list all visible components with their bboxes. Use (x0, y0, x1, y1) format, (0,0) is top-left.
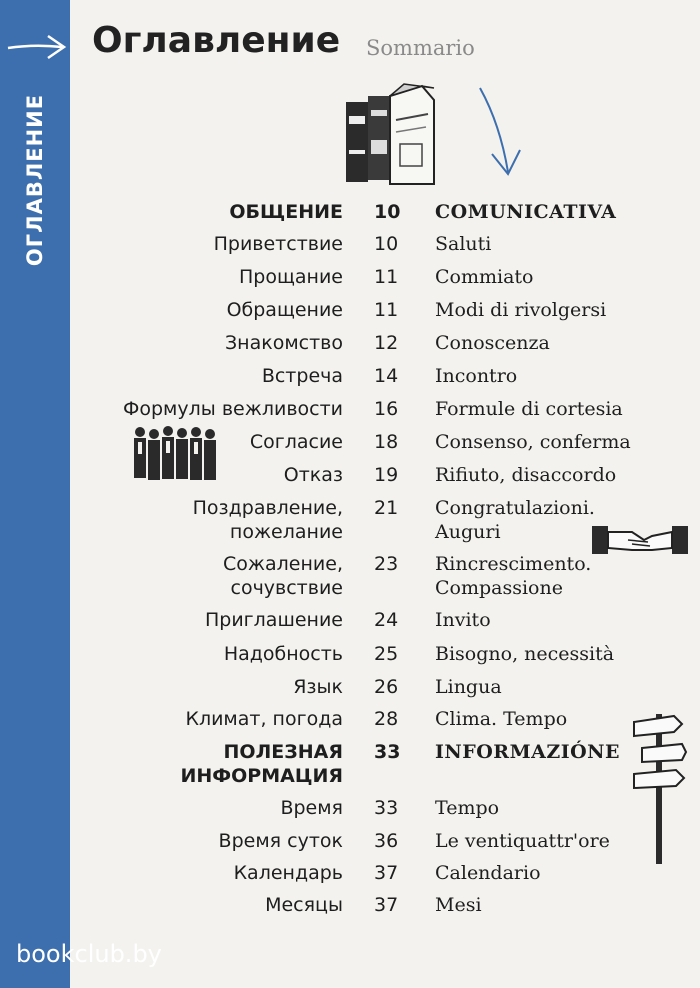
toc-russian-title (214, 232, 343, 256)
toc-italian-title (435, 829, 610, 853)
toc-page-number: 12 (374, 332, 399, 354)
toc-russian-title (193, 496, 343, 544)
toc-italian-title (435, 496, 595, 544)
russian-line: Время (280, 797, 343, 819)
russian-line: Отказ (283, 464, 343, 486)
toc-russian-title (123, 397, 343, 421)
toc-page-number: 25 (374, 643, 399, 665)
toc-page-number: 10 (374, 233, 399, 255)
toc-russian-title (185, 707, 343, 731)
toc-russian-title (265, 893, 343, 917)
toc-page-number: 37 (374, 862, 399, 884)
toc-italian-title (435, 364, 517, 388)
russian-line: Поздравление, (192, 497, 343, 519)
crowd-icon (130, 424, 220, 488)
italian-line: Formule di cortesia (435, 398, 623, 420)
toc-page-number: 18 (374, 431, 399, 453)
toc-russian-title (223, 552, 343, 600)
toc-page-number: 10 (374, 201, 401, 223)
toc-italian-title (435, 608, 491, 632)
toc-russian-title (293, 675, 343, 699)
italian-line: Commiato (435, 266, 534, 288)
russian-line: ИНФОРМАЦИЯ (180, 765, 343, 787)
toc-italian-title (435, 740, 620, 764)
toc-russian-title (262, 364, 343, 388)
toc-russian-title (229, 200, 343, 224)
russian-line: Формулы вежливости (123, 398, 343, 420)
russian-line: пожелание (229, 521, 343, 543)
toc-russian-title (225, 331, 343, 355)
toc-russian-title (250, 430, 343, 454)
toc-page-number: 24 (374, 609, 399, 631)
italian-line: Lingua (435, 676, 502, 698)
toc-italian-title (435, 861, 541, 885)
russian-line: сочувствие (230, 577, 343, 599)
arrow-down-icon (470, 84, 530, 180)
toc-page-number: 23 (374, 553, 399, 575)
toc-italian-title (435, 552, 591, 600)
toc-italian-title (435, 200, 616, 224)
spine-band (0, 0, 70, 988)
italian-line: Congratulazioni. (435, 497, 595, 519)
toc-russian-title (219, 829, 343, 853)
toc-russian-title (181, 740, 344, 788)
arrow-right-icon (4, 30, 70, 66)
toc-page-number: 21 (374, 497, 399, 519)
italian-line: Calendario (435, 862, 541, 884)
russian-line: Обращение (226, 299, 343, 321)
russian-line: Календарь (233, 862, 343, 884)
toc-russian-title (234, 861, 343, 885)
toc-page-number: 11 (374, 266, 399, 288)
toc-italian-title (435, 265, 534, 289)
toc-page-number: 33 (374, 797, 399, 819)
toc-page-number: 19 (374, 464, 399, 486)
russian-line: Месяцы (265, 894, 343, 916)
toc-italian-title (435, 232, 491, 256)
watermark: bookclub.by (16, 940, 162, 968)
toc-italian-title (435, 707, 567, 731)
handshake-icon (592, 520, 688, 560)
toc-russian-title (227, 298, 343, 322)
toc-russian-title (205, 608, 343, 632)
russian-line: Приветствие (213, 233, 343, 255)
russian-line: Прощание (239, 266, 343, 288)
italian-line: Le ventiquattr'ore (435, 830, 610, 852)
italian-line: Auguri (435, 521, 501, 543)
page-subtitle: Sommario (366, 36, 475, 60)
russian-line: Встреча (261, 365, 343, 387)
toc-russian-title (224, 642, 343, 666)
russian-line: Сожаление, (223, 553, 343, 575)
italian-line: Clima. Tempo (435, 708, 568, 730)
italian-line: Mesi (435, 894, 482, 916)
toc-russian-title (239, 265, 343, 289)
russian-line: Язык (293, 676, 343, 698)
signpost-icon (630, 708, 690, 866)
russian-line: Приглашение (204, 609, 343, 631)
italian-line: Consenso, conferma (435, 431, 631, 453)
italian-line: INFORMAZIÓNE (435, 741, 621, 763)
italian-line: Conoscenza (435, 332, 550, 354)
toc-russian-title (280, 796, 343, 820)
page-title: Оглавление (92, 20, 341, 61)
russian-line: Климат, погода (185, 708, 343, 730)
toc-page-number: 11 (374, 299, 399, 321)
italian-line: Compassione (435, 577, 563, 599)
books-icon (344, 80, 440, 188)
toc-page-number: 37 (374, 894, 399, 916)
italian-line: Invito (435, 609, 491, 631)
russian-line: Согласие (249, 431, 343, 453)
russian-line: Надобность (223, 643, 343, 665)
spine-label: ОГЛАВЛЕНИЕ (23, 93, 47, 267)
toc-italian-title (435, 463, 616, 487)
toc-page-number: 33 (374, 741, 401, 763)
toc-italian-title (435, 642, 614, 666)
toc-russian-title (284, 463, 343, 487)
italian-line: Saluti (435, 233, 492, 255)
toc-italian-title (435, 796, 499, 820)
toc-page-number: 28 (374, 708, 399, 730)
toc-page-number: 26 (374, 676, 399, 698)
russian-line: ПОЛЕЗНАЯ (223, 741, 343, 763)
italian-line: Bisogno, necessità (435, 643, 615, 665)
italian-line: Modi di rivolgersi (435, 299, 607, 321)
italian-line: Rifiuto, disaccordo (435, 464, 617, 486)
italian-line: Rincrescimento. (435, 553, 592, 575)
russian-line: Знакомство (224, 332, 343, 354)
russian-line: ОБЩЕНИЕ (229, 201, 343, 223)
italian-line: Tempo (435, 797, 500, 819)
toc-italian-title (435, 331, 550, 355)
toc-italian-title (435, 298, 606, 322)
toc-page-number: 16 (374, 398, 399, 420)
italian-line: COMUNICATIVA (435, 201, 617, 223)
russian-line: Время суток (218, 830, 343, 852)
toc-page-number: 14 (374, 365, 399, 387)
toc-page-number: 36 (374, 830, 399, 852)
toc-italian-title (435, 893, 482, 917)
toc-italian-title (435, 430, 631, 454)
toc-italian-title (435, 397, 623, 421)
toc-italian-title (435, 675, 502, 699)
italian-line: Incontro (435, 365, 518, 387)
